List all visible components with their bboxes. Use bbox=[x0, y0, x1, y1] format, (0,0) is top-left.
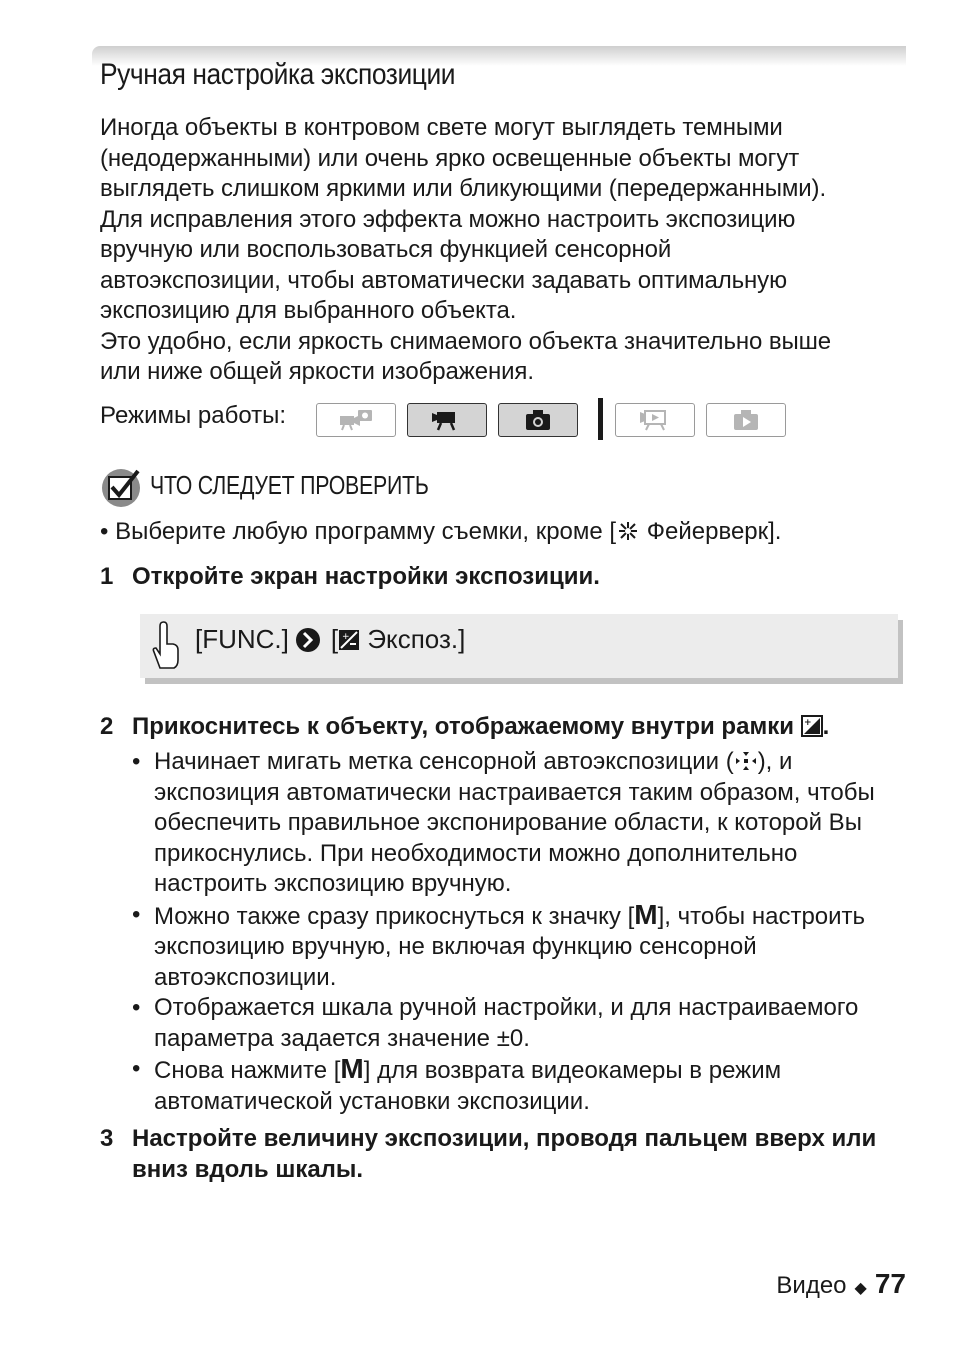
svg-text:+: + bbox=[342, 632, 350, 642]
intro-line: экспозицию для выбранного объекта. bbox=[100, 297, 517, 324]
check-bullet-text: Выберите любую программу съемки, кроме [ bbox=[115, 518, 617, 545]
arrow-right-icon bbox=[295, 627, 325, 653]
page-footer bbox=[776, 1268, 906, 1300]
intro-line: Для исправления этого эффекта можно настроить экспозицию bbox=[100, 205, 796, 233]
check-bullet bbox=[100, 517, 781, 548]
modes-label: Режимы работы: bbox=[100, 402, 287, 429]
list-item bbox=[130, 747, 910, 900]
step-text: Настройте величину экспозиции, проводя пальцем вверх или вниз вдоль шкалы. bbox=[132, 1125, 877, 1183]
exposure-icon bbox=[338, 629, 360, 651]
photo-camera-icon bbox=[518, 407, 558, 433]
dual-shot-icon bbox=[336, 407, 376, 433]
exposure-frame-icon bbox=[801, 715, 823, 737]
bullet-text-end: ], чтобы настроить экспозицию вручную, не включая функцию сенсорной автоэкспозиции. bbox=[154, 902, 866, 991]
step-number: 1 bbox=[100, 563, 114, 590]
intro-line: или ниже общей яркости изображения. bbox=[100, 358, 534, 385]
list-item bbox=[130, 1054, 910, 1117]
mode-dual-shot bbox=[316, 403, 396, 437]
step-number: 2 bbox=[100, 713, 114, 740]
step-2 bbox=[100, 712, 830, 743]
list-item bbox=[130, 993, 910, 1054]
touch-ae-icon bbox=[734, 750, 758, 772]
page-title: Ручная настройка экспозиции bbox=[100, 58, 456, 91]
step-text-end: . bbox=[822, 713, 830, 740]
manual-m-icon: M bbox=[340, 1053, 364, 1084]
intro-line: вручную или воспользоваться функцией сенсорной bbox=[100, 236, 672, 263]
bullet-text-end: ] для возврата видеокамеры в режим автоматической установки экспозиции. bbox=[154, 1057, 782, 1115]
func-label: [FUNC.] bbox=[195, 624, 289, 654]
expo-open-bracket: [ bbox=[330, 624, 339, 654]
intro-line: Иногда объекты в контровом свете могут выглядеть темными bbox=[100, 114, 783, 141]
step-text: Откройте экран настройки экспозиции. bbox=[132, 563, 600, 590]
mode-movie bbox=[407, 403, 487, 437]
intro-text bbox=[100, 113, 910, 388]
footer-section: Видео bbox=[776, 1272, 847, 1299]
check-bullet-text-end: Фейерверк]. bbox=[640, 518, 782, 545]
intro-line: (недодержанными) или очень ярко освещенные объекты могут bbox=[100, 144, 800, 172]
step-3 bbox=[100, 1124, 910, 1185]
check-section-title: ЧТО СЛЕДУЕТ ПРОВЕРИТЬ bbox=[150, 470, 429, 500]
mode-photo bbox=[498, 403, 578, 437]
bullet-text: Начинает мигать метка сенсорной автоэкспозиции ( bbox=[154, 748, 734, 775]
mode-separator bbox=[598, 398, 603, 440]
movie-playback-icon bbox=[635, 407, 675, 433]
step-number: 3 bbox=[100, 1125, 114, 1152]
step-text-wrap bbox=[132, 712, 829, 743]
step-1 bbox=[100, 562, 600, 593]
checklist-icon bbox=[100, 465, 144, 509]
bullet-dot: • bbox=[100, 518, 116, 545]
bullet-text: Отображается шкала ручной настройки, и для настраиваемого параметра задается значение ±0. bbox=[154, 994, 859, 1052]
svg-text:+: + bbox=[803, 718, 812, 728]
footer-diamond-icon: ◆ bbox=[854, 1280, 867, 1297]
mode-movie-playback bbox=[615, 403, 695, 437]
step-text: Прикоснитесь к объекту, отображаемому внутри рамки bbox=[132, 713, 801, 740]
intro-line: Это удобно, если яркость снимаемого объекта значительно выше bbox=[100, 327, 832, 355]
movie-camera-icon bbox=[427, 407, 467, 433]
bullet-text: Можно также сразу прикоснуться к значку [ bbox=[154, 902, 635, 930]
func-instruction bbox=[195, 624, 465, 655]
mode-photo-playback bbox=[706, 403, 786, 437]
manual-m-icon: M bbox=[634, 898, 658, 930]
intro-line: автоэкспозиции, чтобы автоматически задавать оптимальную bbox=[100, 266, 787, 294]
bullet-text-end: ), и экспозиция автоматически настраивается таким образом, чтобы обеспечить правильное экспонирование области, к которой Вы прикоснулись. При необходимости можно дополнительно настроить экспозицию вручную. bbox=[154, 748, 875, 897]
touch-finger-icon bbox=[148, 620, 182, 672]
page-number: 77 bbox=[874, 1268, 906, 1299]
fireworks-icon bbox=[616, 520, 640, 542]
bullet-text: Снова нажмите [ bbox=[154, 1057, 341, 1084]
expo-label: Экспоз.] bbox=[360, 624, 466, 654]
intro-line: выглядеть слишком яркими или бликующими (передержанными). bbox=[100, 175, 827, 202]
list-item bbox=[130, 900, 910, 994]
photo-playback-icon bbox=[726, 407, 766, 433]
step-2-bullets bbox=[130, 747, 910, 1117]
